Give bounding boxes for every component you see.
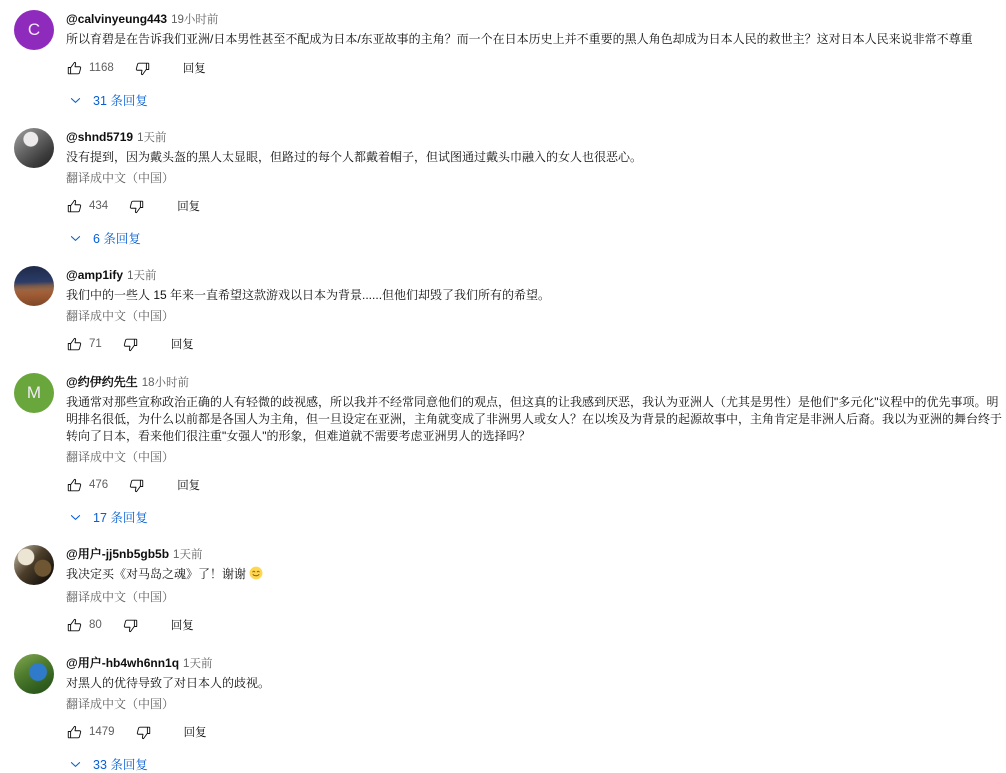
like-count: 71 bbox=[89, 338, 102, 350]
comment-body bbox=[66, 373, 1002, 526]
comment-body bbox=[66, 128, 1002, 247]
thumb-down-icon bbox=[128, 477, 145, 494]
comment-time[interactable]: 1天前 bbox=[183, 658, 213, 670]
dislike-button[interactable] bbox=[122, 617, 139, 634]
like-button[interactable] bbox=[66, 198, 83, 215]
dislike-button[interactable] bbox=[135, 724, 152, 741]
thumb-up-icon bbox=[66, 198, 83, 215]
dislike-button[interactable] bbox=[128, 477, 145, 494]
comment-actions bbox=[66, 475, 1002, 495]
comment-actions bbox=[66, 334, 1002, 354]
replies-toggle[interactable] bbox=[66, 229, 141, 247]
avatar[interactable]: C bbox=[14, 10, 54, 50]
comment-time[interactable]: 1天前 bbox=[137, 132, 167, 144]
comment-actions bbox=[66, 196, 1002, 216]
comment-thread bbox=[14, 654, 1002, 773]
chevron-down-icon bbox=[69, 94, 82, 107]
comment-text bbox=[66, 675, 1002, 692]
thumb-up-icon bbox=[66, 60, 83, 77]
reply-button[interactable]: 回复 bbox=[171, 617, 194, 633]
replies-toggle[interactable] bbox=[66, 91, 148, 109]
comment-time[interactable]: 1天前 bbox=[173, 549, 203, 561]
thumb-up-icon bbox=[66, 617, 83, 634]
comment-actions bbox=[66, 615, 1002, 635]
replies-count-label: 33 条回复 bbox=[93, 758, 148, 772]
comment-actions bbox=[66, 58, 1002, 78]
comment-author[interactable]: @约伊约先生 bbox=[66, 375, 138, 389]
avatar[interactable] bbox=[14, 128, 54, 168]
comment-time[interactable]: 1天前 bbox=[127, 270, 157, 282]
dislike-button[interactable] bbox=[128, 198, 145, 215]
thumb-down-icon bbox=[122, 617, 139, 634]
reply-button[interactable]: 回复 bbox=[184, 724, 207, 740]
comment-header bbox=[66, 546, 1002, 563]
thumb-up-icon bbox=[66, 336, 83, 353]
comment-text-content: 我通常对那些宣称政治正确的人有轻微的歧视感，所以我并不经常同意他们的观点，但这真的让我感到厌恶，我认为亚洲人（尤其是男性）是他们"多元化"议程中的优先事项。明明排名很低，为什么以前都是各国人为主角，但一旦设定在亚洲，主角就变成了非洲男人或女人？在以埃及为背景的起源故事中，主角肯定是非洲人后裔。我以为亚洲的舞台终于转向了日本，看来他们很注重"女强人"的形象，但难道就不需要考虑亚洲男人的选择吗？ bbox=[66, 395, 1003, 443]
replies-count-label: 31 条回复 bbox=[93, 94, 148, 108]
comment-author[interactable]: @用户-jj5nb5gb5b bbox=[66, 547, 170, 561]
like-count: 1479 bbox=[89, 726, 115, 738]
reply-button[interactable]: 回复 bbox=[171, 336, 194, 352]
avatar[interactable] bbox=[14, 654, 54, 694]
comment-time[interactable]: 18小时前 bbox=[141, 377, 189, 389]
comment-header bbox=[66, 11, 1002, 28]
comment-body bbox=[66, 266, 1002, 354]
comment-thread bbox=[14, 545, 1002, 635]
thumb-down-icon bbox=[122, 336, 139, 353]
comment-body bbox=[66, 654, 1002, 773]
like-count: 80 bbox=[89, 619, 102, 631]
comment-text-content: 我决定买《对马岛之魂》了！谢谢 bbox=[66, 567, 247, 581]
comment-text-content: 所以育碧是在告诉我们亚洲/日本男性甚至不配成为日本/东亚故事的主角？而一个在日本历史上并不重要的黑人角色却成为日本人民的救世主？这对日本人民来说非常不尊重 bbox=[66, 32, 973, 46]
comment-body bbox=[66, 545, 1002, 635]
chevron-down-icon bbox=[69, 511, 82, 524]
translate-link[interactable]: 翻译成中文（中国） bbox=[66, 697, 175, 711]
thumb-down-icon bbox=[135, 724, 152, 741]
comment-author[interactable]: @shnd5719 bbox=[66, 130, 134, 144]
thumb-down-icon bbox=[134, 60, 151, 77]
dislike-button[interactable] bbox=[122, 336, 139, 353]
translate-link[interactable]: 翻译成中文（中国） bbox=[66, 450, 175, 464]
avatar[interactable] bbox=[14, 266, 54, 306]
chevron-down-icon bbox=[69, 232, 82, 245]
translate-link[interactable]: 翻译成中文（中国） bbox=[66, 590, 175, 604]
comment-thread bbox=[14, 373, 1002, 526]
comment-text bbox=[66, 287, 1002, 304]
comment-text-content: 我们中的一些人 15 年来一直希望这款游戏以日本为背景......但他们却毁了我们所有的希望。 bbox=[66, 288, 551, 302]
translate-link[interactable]: 翻译成中文（中国） bbox=[66, 171, 175, 185]
comment-thread bbox=[14, 10, 1002, 109]
dislike-button[interactable] bbox=[134, 60, 151, 77]
reply-button[interactable]: 回复 bbox=[177, 477, 200, 493]
replies-toggle[interactable] bbox=[66, 755, 148, 773]
like-button[interactable] bbox=[66, 336, 83, 353]
comment-body bbox=[66, 10, 1002, 109]
like-button[interactable] bbox=[66, 477, 83, 494]
comment-author[interactable]: @calvinyeung443 bbox=[66, 12, 168, 26]
translate-link[interactable]: 翻译成中文（中国） bbox=[66, 309, 175, 323]
like-count: 434 bbox=[89, 200, 109, 212]
comment-text-content: 没有提到，因为戴头盔的黑人太显眼，但路过的每个人都戴着帽子，但试图通过戴头巾融入的女人也很恶心。 bbox=[66, 150, 643, 164]
reply-button[interactable]: 回复 bbox=[183, 60, 206, 76]
comment-thread bbox=[14, 266, 1002, 354]
comment-actions bbox=[66, 722, 1002, 742]
like-button[interactable] bbox=[66, 60, 83, 77]
comment-text bbox=[66, 31, 1002, 48]
like-count: 1168 bbox=[89, 62, 114, 74]
replies-count-label: 17 条回复 bbox=[93, 511, 148, 525]
reply-button[interactable]: 回复 bbox=[177, 198, 200, 214]
smiling-face-emoji bbox=[249, 566, 263, 585]
avatar[interactable] bbox=[14, 545, 54, 585]
like-count: 476 bbox=[89, 479, 109, 491]
comment-thread bbox=[14, 128, 1002, 247]
comment-author[interactable]: @amp1ify bbox=[66, 268, 124, 282]
avatar[interactable]: M bbox=[14, 373, 54, 413]
comment-header bbox=[66, 374, 1002, 391]
comment-header bbox=[66, 655, 1002, 672]
comment-header bbox=[66, 129, 1002, 146]
thumb-up-icon bbox=[66, 477, 83, 494]
thumb-up-icon bbox=[66, 724, 83, 741]
comment-text bbox=[66, 149, 1002, 166]
comment-author[interactable]: @用户-hb4wh6nn1q bbox=[66, 656, 180, 670]
comment-text bbox=[66, 394, 1002, 445]
thumb-down-icon bbox=[128, 198, 145, 215]
comment-text bbox=[66, 566, 1002, 585]
replies-toggle[interactable] bbox=[66, 508, 148, 526]
like-button[interactable] bbox=[66, 724, 83, 741]
like-button[interactable] bbox=[66, 617, 83, 634]
comment-time[interactable]: 19小时前 bbox=[171, 14, 219, 26]
comment-header bbox=[66, 267, 1002, 284]
comment-text-content: 对黑人的优待导致了对日本人的歧视。 bbox=[66, 676, 271, 690]
replies-count-label: 6 条回复 bbox=[93, 232, 141, 246]
chevron-down-icon bbox=[69, 758, 82, 771]
